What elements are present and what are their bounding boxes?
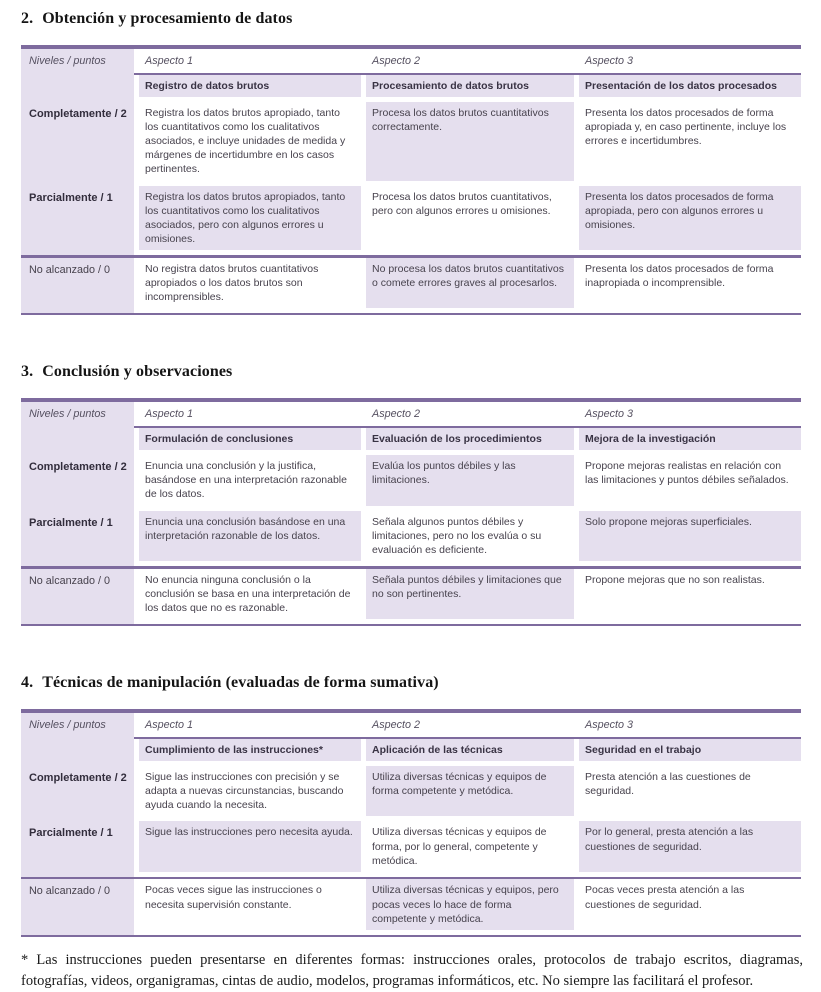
aspect1-header-cell: Aspecto 1 (145, 408, 194, 421)
rubric-cell: Por lo general, presta atención a las cuestiones de seguridad. (574, 821, 801, 877)
rubric-table-conclusion (21, 398, 801, 626)
level-cell: Completamente / 2 (21, 766, 134, 822)
table-row-partial (21, 511, 801, 567)
aspect3-name-cell: Mejora de la investigación (574, 428, 801, 455)
rubric-cell: Enuncia una conclusión basándose en una interpretación razonable de los datos. (134, 511, 361, 567)
aspect2-header-cell: Aspecto 2 (372, 719, 421, 732)
section-heading-4 (21, 674, 801, 692)
table-row-notreached (21, 569, 801, 625)
table-row-complete (21, 102, 801, 186)
aspect-names-row (21, 428, 801, 455)
rubric-cell: Presenta los datos procesados de forma apropiada y, en caso pertinente, incluye los errores e incertidumbres. (574, 102, 801, 186)
rubric-cell: Utiliza diversas técnicas y equipos de forma, por lo general, competente y metódica. (361, 821, 574, 877)
aspect1-name-cell: Formulación de conclusiones (134, 428, 361, 455)
rubric-cell: Registra los datos brutos apropiados, tanto los cuantitativos como los cualitativos asociados, pero con algunos errores u omisiones. (134, 186, 361, 256)
levels-spacer-cell (21, 739, 134, 766)
level-cell: No alcanzado / 0 (21, 258, 134, 314)
levels-header-cell: Niveles / puntos (21, 402, 134, 428)
rubric-cell: Procesa los datos brutos cuantitativos, pero con algunos errores u omisiones. (361, 186, 574, 256)
rubric-cell: Pocas veces presta atención a las cuestiones de seguridad. (574, 879, 801, 935)
aspect3-header-cell: Aspecto 3 (585, 408, 634, 421)
rubric-cell: No procesa los datos brutos cuantitativos o comete errores graves al procesarlos. (361, 258, 574, 314)
levels-header-cell: Niveles / puntos (21, 713, 134, 739)
aspect3-name-cell: Seguridad en el trabajo (574, 739, 801, 766)
aspect2-header-cell: Aspecto 2 (372, 55, 421, 67)
section-number: 2. (21, 10, 34, 27)
rubric-cell: Evalúa los puntos débiles y las limitaciones. (361, 455, 574, 511)
aspect-names-row (21, 75, 801, 102)
section-heading-2 (21, 10, 801, 28)
aspect-names-row (21, 739, 801, 766)
rubric-cell: No registra datos brutos cuantitativos apropiados o los datos brutos son incomprensibles. (134, 258, 361, 314)
aspect3-name-cell: Presentación de los datos procesados (574, 75, 801, 102)
level-cell: Parcialmente / 1 (21, 821, 134, 877)
rubric-cell: Propone mejoras realistas en relación con las limitaciones y puntos débiles señalados. (574, 455, 801, 511)
rubric-cell: No enuncia ninguna conclusión o la conclusión se basa en una interpretación de los datos que no es razonable. (134, 569, 361, 625)
aspect3-header-cell: Aspecto 3 (585, 55, 634, 67)
section-title: Técnicas de manipulación (evaluadas de forma sumativa) (42, 674, 439, 692)
level-cell: No alcanzado / 0 (21, 569, 134, 625)
aspect2-name-cell: Evaluación de los procedimientos (361, 428, 574, 455)
rubric-cell: Señala algunos puntos débiles y limitaciones, pero no los evalúa o su evaluación es deficiente. (361, 511, 574, 567)
rubric-cell: Sigue las instrucciones pero necesita ayuda. (134, 821, 361, 877)
aspect3-header-cell: Aspecto 3 (585, 719, 634, 732)
rubric-cell: Utiliza diversas técnicas y equipos, pero pocas veces lo hace de forma competente y metódica. (361, 879, 574, 935)
table-row-partial (21, 186, 801, 256)
rubric-table-tecnicas (21, 709, 801, 937)
table-row-complete (21, 455, 801, 511)
levels-spacer-cell (21, 428, 134, 455)
footnote: * Las instrucciones pueden presentarse en diferentes formas: instrucciones orales, protocolos de trabajo escritos, diagramas, fotografías, videos, organigramas, cintas de audio, modelos, programas informáticos, etc. No siempre las facilitará el profesor. (21, 951, 803, 990)
aspect2-name-cell: Procesamiento de datos brutos (361, 75, 574, 102)
aspect1-header-cell: Aspecto 1 (145, 55, 194, 67)
rubric-cell: Presta atención a las cuestiones de seguridad. (574, 766, 801, 822)
section-heading-3 (21, 363, 801, 381)
rubric-cell: Presenta los datos procesados de forma inapropiada o incomprensible. (574, 258, 801, 314)
rubric-cell: Solo propone mejoras superficiales. (574, 511, 801, 567)
rubric-table-datos (21, 45, 801, 315)
rubric-cell: Utiliza diversas técnicas y equipos de forma competente y metódica. (361, 766, 574, 822)
aspect2-name-cell: Aplicación de las técnicas (361, 739, 574, 766)
levels-spacer-cell (21, 75, 134, 102)
aspect-header-row (134, 49, 801, 75)
rubric-cell: Pocas veces sigue las instrucciones o necesita supervisión constante. (134, 879, 361, 935)
rubric-cell: Sigue las instrucciones con precisión y se adapta a nuevas circunstancias, buscando ayuda cuando la necesita. (134, 766, 361, 822)
rubric-cell: Registra los datos brutos apropiado, tanto los cuantitativos como los cualitativos asociados, e incluye unidades de medida y márgenes de incertidumbre en los casos pertinentes. (134, 102, 361, 186)
rubric-cell: Señala puntos débiles y limitaciones que no son pertinentes. (361, 569, 574, 625)
aspect-header-row (134, 402, 801, 428)
section-title: Conclusión y observaciones (42, 363, 233, 381)
aspect1-name-cell: Cumplimiento de las instrucciones* (134, 739, 361, 766)
level-cell: Completamente / 2 (21, 455, 134, 511)
rubric-cell: Propone mejoras que no son realistas. (574, 569, 801, 625)
level-cell: Parcialmente / 1 (21, 186, 134, 256)
level-cell: Parcialmente / 1 (21, 511, 134, 567)
rubric-cell: Procesa los datos brutos cuantitativos correctamente. (361, 102, 574, 186)
table-row-partial (21, 821, 801, 877)
level-cell: Completamente / 2 (21, 102, 134, 186)
aspect1-header-cell: Aspecto 1 (145, 719, 194, 732)
section-number: 4. (21, 674, 34, 692)
table-row-notreached (21, 879, 801, 935)
aspect1-name-cell: Registro de datos brutos (134, 75, 361, 102)
aspect-header-row (134, 713, 801, 739)
table-row-notreached (21, 258, 801, 314)
levels-header-cell: Niveles / puntos (21, 49, 134, 75)
level-cell: No alcanzado / 0 (21, 879, 134, 935)
aspect2-header-cell: Aspecto 2 (372, 408, 421, 421)
rubric-cell: Presenta los datos procesados de forma apropiada, pero con algunos errores u omisiones. (574, 186, 801, 256)
section-title: Obtención y procesamiento de datos (42, 10, 293, 27)
rubric-cell: Enuncia una conclusión y la justifica, basándose en una interpretación razonable de los datos. (134, 455, 361, 511)
section-number: 3. (21, 363, 34, 381)
table-row-complete (21, 766, 801, 822)
